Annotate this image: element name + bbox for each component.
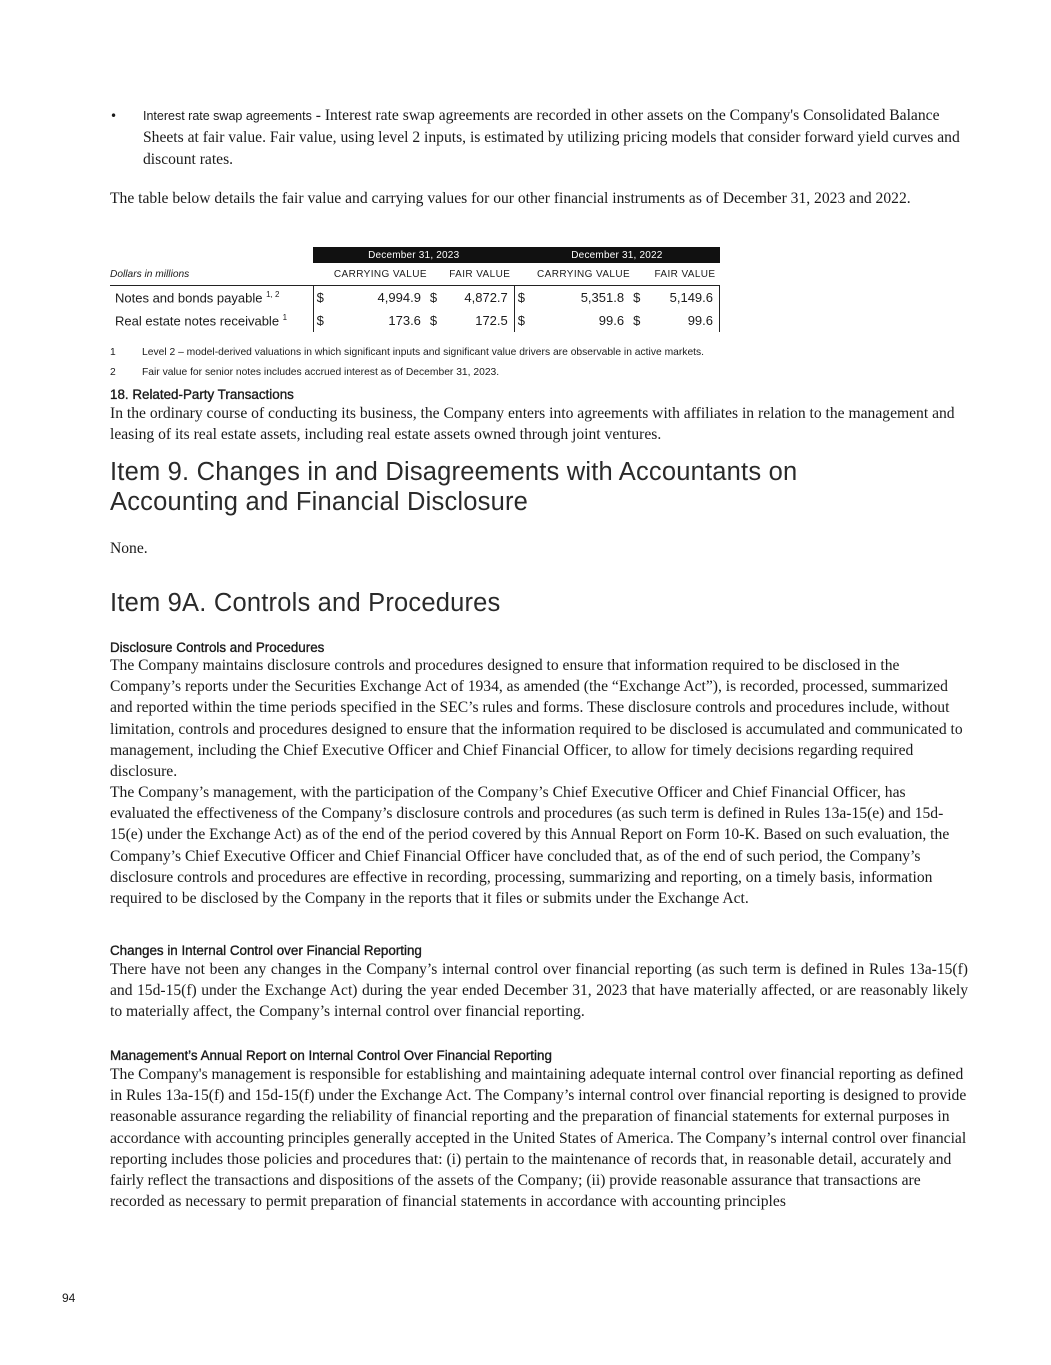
fair-value-table [110,247,720,332]
item9-text: None. [110,540,148,557]
currency-symbol: $ [429,290,438,305]
footnote-text: Level 2 – model-derived valuations in which significant inputs and significant value drivers are observable in active markets. [142,347,705,358]
fv-2022: 99.6 [646,309,719,332]
currency-symbol: $ [633,290,641,305]
currency-symbol: $ [429,313,438,328]
currency-symbol: $ [514,286,532,310]
fv-2023: 172.5 [475,313,508,328]
cv-2022: 5,351.8 [580,290,625,305]
period-2023-header: December 31, 2023 [313,247,514,263]
cv-2023: 4,994.9 [377,290,421,305]
row-footnote-ref: 1, 2 [266,289,280,299]
footnote-text: Fair value for senior notes includes accrued interest as of December 31, 2023. [142,367,500,378]
col-carrying-2023: CARRYING VALUE [313,263,427,286]
table-row [110,309,720,332]
col-carrying-2022: CARRYING VALUE [514,263,630,286]
table-row [110,286,720,310]
col-fair-2023: FAIR VALUE [427,263,514,286]
currency-symbol: $ [313,309,331,332]
table-period-header [110,247,720,263]
changes-text: There have not been any changes in the Company’s internal control over financial reporting (as such term is defined in Rules 13a-15(f) and 15d-15(f) under the Exchange Act) during the year ended December 31, 2023 that have materially affected, or are reasonably likely to materially affect, the Company’s internal control over financial reporting. [110,961,968,1021]
related-party-heading: 18. Related-Party Transactions [110,387,294,402]
units-label: Dollars in millions [110,263,313,286]
period-2022-header: December 31, 2022 [514,247,719,263]
row-label: Real estate notes receivable $^1$ [115,312,288,329]
table-column-header [110,263,720,286]
bullet-dot-icon: • [110,109,118,123]
currency-symbol: $ [633,313,641,328]
row-footnote-ref: 1 [282,312,288,322]
currency-symbol: $ [313,286,331,310]
intro-paragraph: The table below details the fair value and carrying values for our other financial instruments as of December 31, 2023 and 2022. [110,190,911,207]
col-fair-2022: FAIR VALUE [630,263,719,286]
item9a-title: Item 9A. Controls and Procedures [110,589,501,617]
fv-2023: 4,872.7 [464,290,508,305]
disclosure-controls-p2: The Company’s management, with the participation of the Company’s Chief Executive Officer and Chief Financial Officer, has evaluated the effectiveness of the Company’s disclosure controls and procedures (as such term is defined in Rules 13a-15(e) and 15d-15(e) under the Exchange Act) as of the end of the period covered by this Annual Report on Form 10-K. Based on such evaluation, the Company’s Chief Executive Officer and Chief Financial Officer have concluded that, as of the end of such period, the Company’s disclosure controls and procedures are effective in recording, processing, summarizing and reporting, on a timely basis, information required to be disclosed by the Company in the reports that it files or submits under the Exchange Act. [110,784,950,908]
currency-symbol: $ [514,309,532,332]
item9-title [110,457,797,517]
row-label: Notes and bonds payable $^{1, 2}$ [115,289,280,306]
disclosure-controls-heading: Disclosure Controls and Procedures [110,640,325,655]
bullet-interest-rate-swaps [110,105,970,171]
cv-2022: 99.6 [598,313,625,328]
bullet-body [143,105,970,171]
footnote-number: 2 [110,367,116,378]
cv-2023: 173.6 [388,313,421,328]
mgmt-report-heading: Management’s Annual Report on Internal Control Over Financial Reporting [110,1048,552,1063]
disclosure-controls-p1: The Company maintains disclosure controls and procedures designed to ensure that information required to be disclosed in the Company’s reports under the Securities Exchange Act of 1934, as amended (the “Exchange Act”), is recorded, processed, summarized and reported within the time periods specified in the SEC’s rules and forms. These disclosure controls and procedures include, without limitation, controls and procedures designed to ensure that the information required to be disclosed is accumulated and communicated to management, including the Chief Executive Officer and Chief Financial Officer, to allow for timely decisions regarding required disclosure. [110,657,963,781]
bullet-lead: Interest rate swap agreements [143,109,312,123]
changes-heading: Changes in Internal Control over Financial Reporting [110,943,422,958]
item9-title-line2: Accounting and Financial Disclosure [110,488,529,516]
bullet-text: - Interest rate swap agreements are recorded in other assets on the Company's Consolidated Balance Sheets at fair value. Fair value, using level 2 inputs, is estimated by utilizing pricing models that consider forward yield curves and discount rates. [143,107,960,168]
related-party-text: In the ordinary course of conducting its business, the Company enters into agreements with affiliates in relation to the management and leasing of its real estate assets, including real estate assets owned through joint ventures. [110,405,955,444]
fv-2022: 5,149.6 [646,286,719,310]
page-number: 94 [62,1291,76,1305]
item9-title-line1: Item 9. Changes in and Disagreements with Accountants on [110,458,798,486]
mgmt-report-text: The Company's management is responsible for establishing and maintaining adequate internal control over financial reporting as defined in Rules 13a-15(f) and 15d-15(f) under the Exchange Act. The Company’s internal control over financial reporting is designed to provide reasonable assurance regarding the reliability of financial reporting and the preparation of financial statements for external purposes in accordance with accounting principles generally accepted in the United States of America. The Company’s internal control over financial reporting includes those policies and procedures that: (i) pertain to the maintenance of records that, in reasonable detail, accurately and fairly reflect the transactions and dispositions of the assets of the Company; (ii) provide reasonable assurance that transactions are recorded as necessary to permit preparation of financial statements in accordance with accounting principles [110,1066,967,1211]
footnote-number: 1 [110,347,116,358]
